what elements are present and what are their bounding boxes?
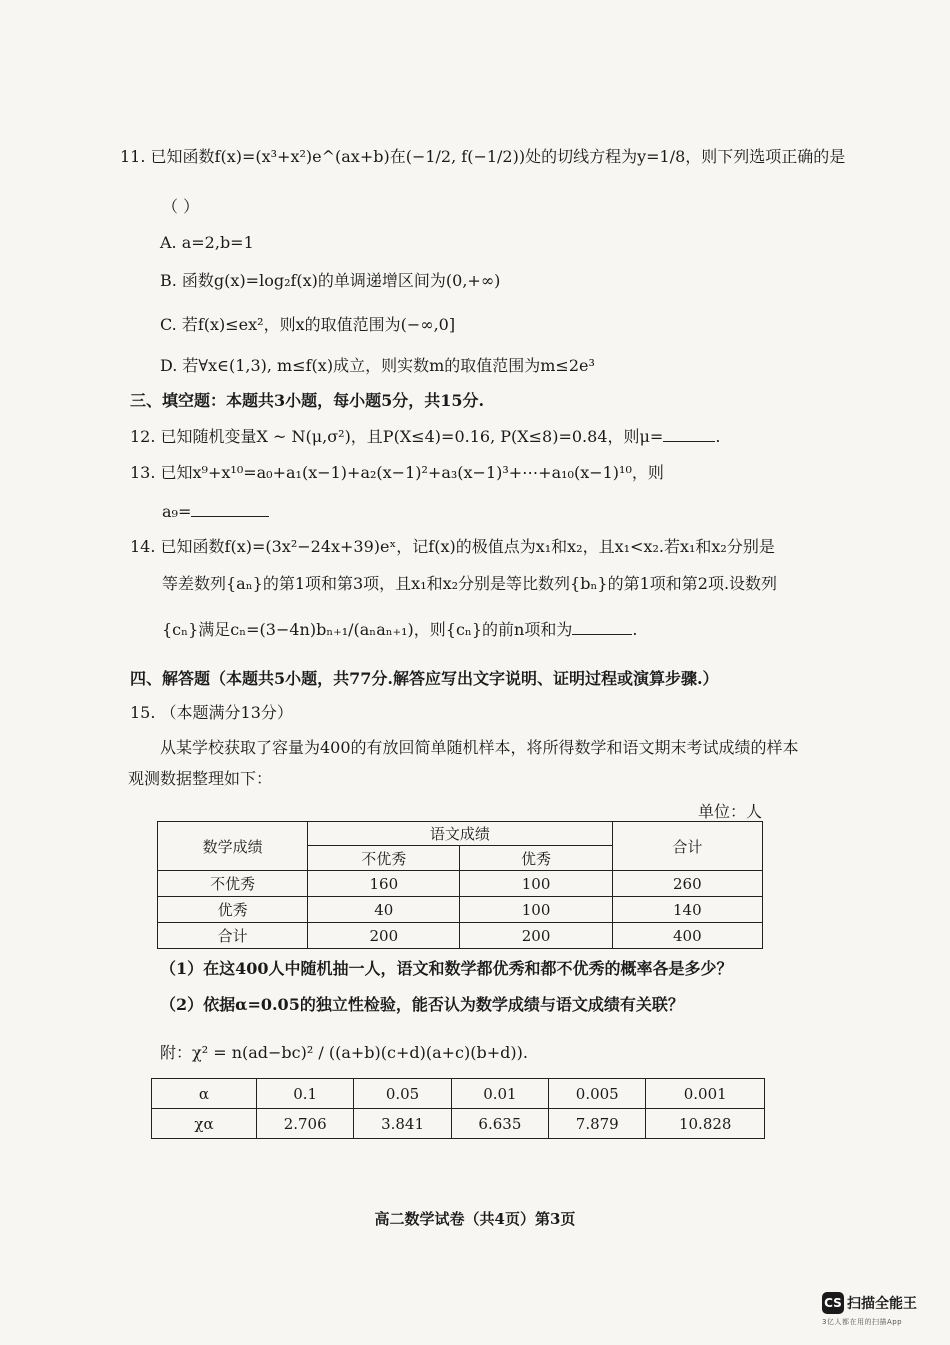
cell: 3.841 [354,1109,451,1139]
cell: 0.1 [257,1079,354,1109]
q15-sub-2: （2）依据α=0.05的独立性检验，能否认为数学成绩与语文成绩有关联？ [160,995,684,1014]
cell: 100 [460,871,612,897]
q12-tail: . [715,427,721,446]
q15-para-1: 从某学校获取了容量为400的有放回简单随机样本，将所得数学和语文期末考试成绩的样本 [160,738,799,757]
header-excellent: 优秀 [460,846,612,871]
scanner-slogan: 3亿人都在用的扫描App [822,1318,903,1326]
q11-stem: 11. 已知函数f(x)=(x³+x²)e^(ax+b)在(−1/2, f(−1/2))处的切线方程为y=1/8，则下列选项正确的是 [120,147,846,166]
header-math: 数学成绩 [158,822,308,871]
q11-option-a: A. a=2,b=1 [160,233,254,252]
q15-para-2: 观测数据整理如下： [128,769,273,788]
cell: 260 [612,871,762,897]
row-label: 合计 [158,923,308,949]
cell: 0.05 [354,1079,451,1109]
q11-option-c: C. 若f(x)≤ex²，则x的取值范围为(−∞,0] [160,315,456,334]
q14-line1: 14. 已知函数f(x)=(3x²−24x+39)eˣ，记f(x)的极值点为x₁和x₂，且x₁<x₂.若x₁和x₂分别是 [130,537,775,556]
q12-text: 12. 已知随机变量X ~ N(μ,σ²)，且P(X≤4)=0.16, P(X≤8)=0.84，则μ= [130,427,664,446]
chi-square-table [151,1078,765,1139]
q14-answer-blank [572,618,632,635]
cell: 160 [308,871,460,897]
table-row [152,1109,765,1139]
cell: 140 [612,897,762,923]
q11-option-d: D. 若∀x∈(1,3), m≤f(x)成立，则实数m的取值范围为m≤2e³ [160,356,595,375]
q12 [130,425,720,448]
q14-line2: 等差数列{aₙ}的第1项和第3项，且x₁和x₂分别是等比数列{bₙ}的第1项和第2项.设数列 [162,574,778,593]
section-3-heading: 三、填空题：本题共3小题，每小题5分，共15分. [130,391,485,410]
scanner-logo-icon: CS [822,1292,844,1314]
header-not-excellent: 不优秀 [308,846,460,871]
table-row [158,871,763,897]
q13-label: a₉= [162,502,192,521]
section-4-heading: 四、解答题（本题共5小题，共77分.解答应写出文字说明、证明过程或演算步骤.） [130,669,719,688]
header-total: 合计 [612,822,762,871]
q13-answer-blank [191,500,269,517]
cell: 6.635 [451,1109,548,1139]
q13-stem: 13. 已知x⁹+x¹⁰=a₀+a₁(x−1)+a₂(x−1)²+a₃(x−1)³+⋯+a₁₀(x−1)¹⁰，则 [130,463,664,482]
cell: 0.005 [549,1079,646,1109]
cell: 40 [308,897,460,923]
q14-line3-text: {cₙ}满足cₙ=(3−4n)bₙ₊₁/(aₙaₙ₊₁)，则{cₙ}的前n项和为 [162,620,573,639]
appendix-formula: 附：χ² = n(ad−bc)² / ((a+b)(c+d)(a+c)(b+d)). [160,1043,528,1062]
cell: 2.706 [257,1109,354,1139]
cell: 0.001 [646,1079,765,1109]
table-row [158,897,763,923]
cell: 10.828 [646,1109,765,1139]
page-footer: 高二数学试卷（共4页）第3页 [374,1210,576,1228]
header-chinese: 语文成绩 [308,822,613,846]
q14-tail: . [632,620,638,639]
q15-heading: 15. （本题满分13分） [130,703,293,722]
contingency-table [157,821,763,949]
scanner-watermark [822,1292,942,1327]
cell: 400 [612,923,762,949]
scanner-name: 扫描全能王 [847,1296,917,1312]
q11-option-b: B. 函数g(x)=log₂f(x)的单调递增区间为(0,+∞) [160,271,501,290]
table-unit: 单位：人 [698,802,763,821]
cell: 200 [460,923,612,949]
row-label: 不优秀 [158,871,308,897]
cell: 7.879 [549,1109,646,1139]
alpha-label: α [152,1079,257,1109]
q12-answer-blank [663,425,715,442]
table-row [158,923,763,949]
chi-label: χα [152,1109,257,1139]
q14-line3 [162,618,637,641]
q11-answer-paren: （ ） [162,197,200,216]
q13-answer [162,500,269,523]
q15-sub-1: （1）在这400人中随机抽一人，语文和数学都优秀和都不优秀的概率各是多少？ [160,959,733,978]
cell: 100 [460,897,612,923]
cell: 0.01 [451,1079,548,1109]
row-label: 优秀 [158,897,308,923]
cell: 200 [308,923,460,949]
table-row [152,1079,765,1109]
